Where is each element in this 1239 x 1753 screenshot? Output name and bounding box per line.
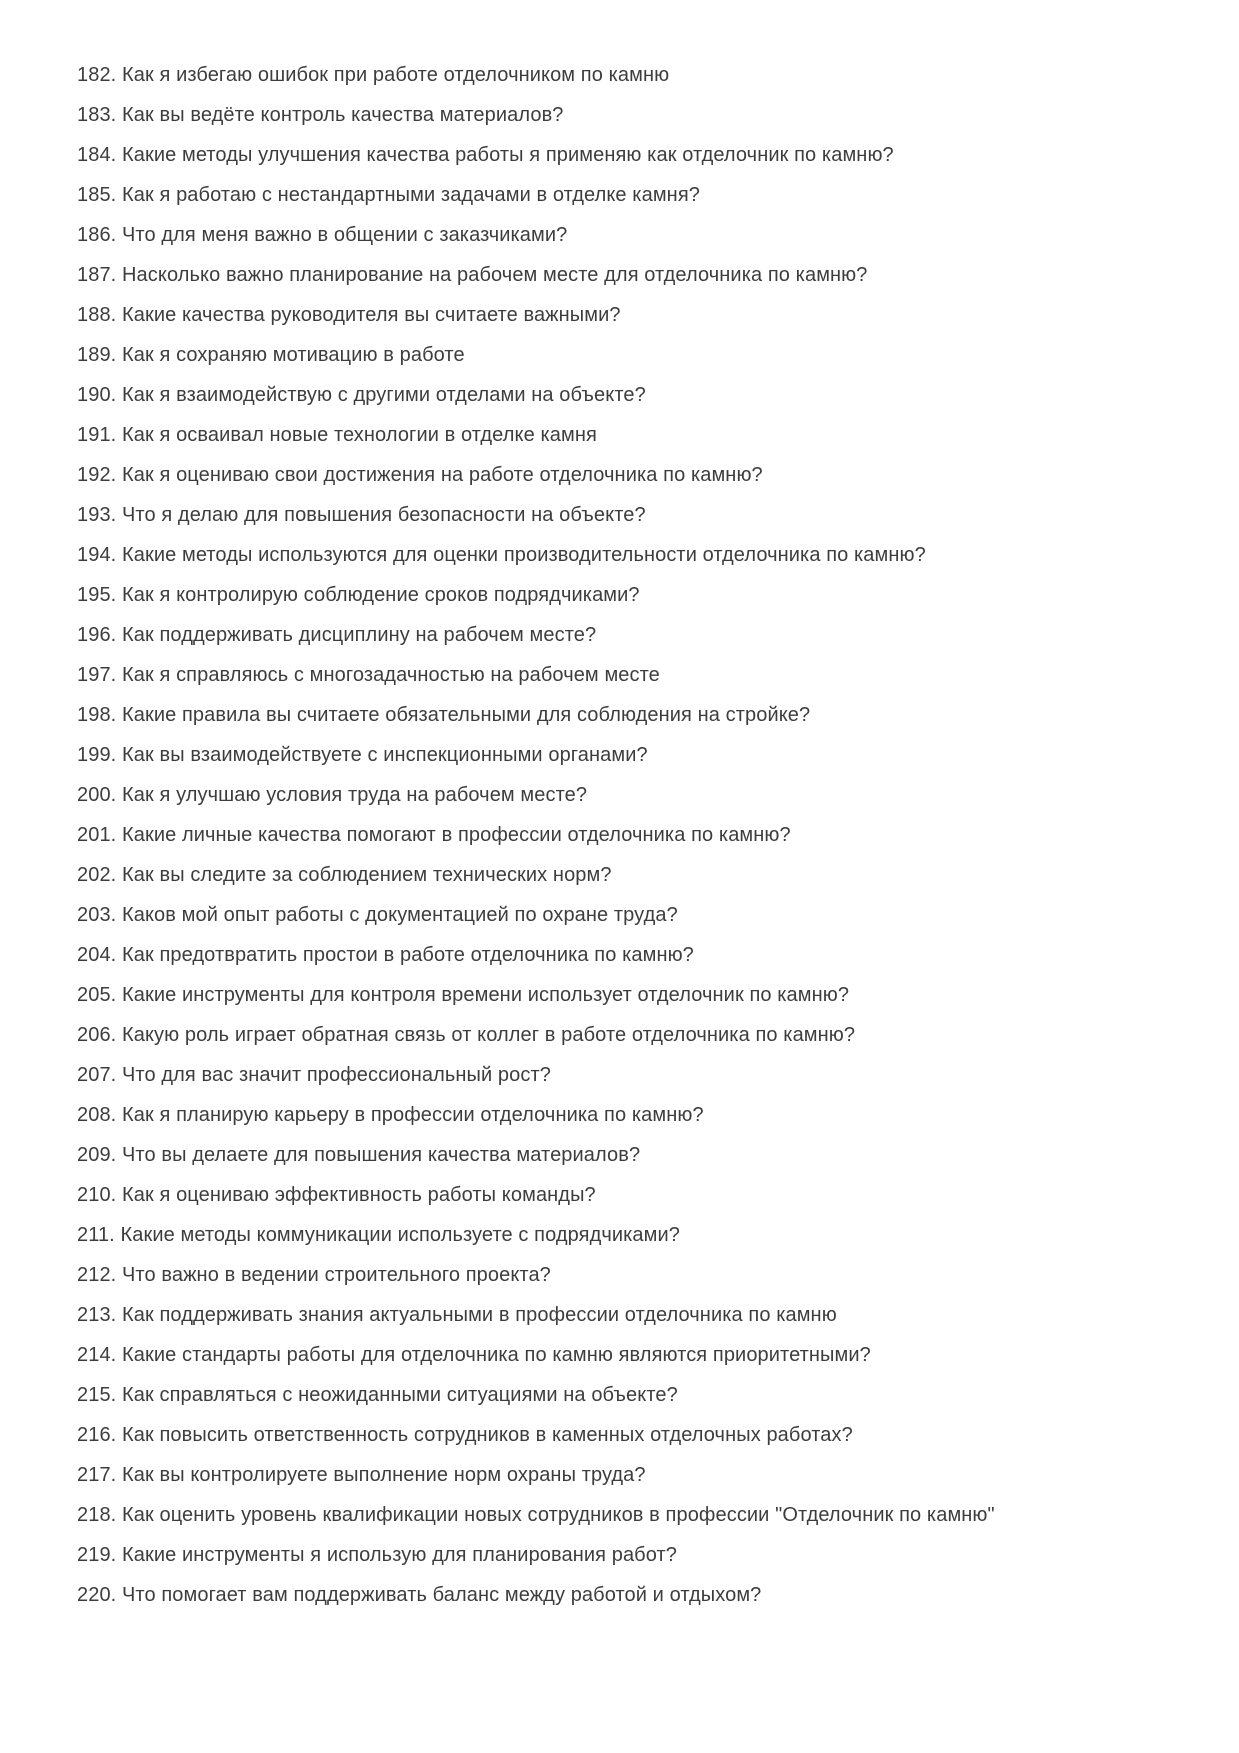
item-text: Каков мой опыт работы с документацией по охране труда?: [122, 904, 678, 926]
item-text: Как поддерживать дисциплину на рабочем месте?: [122, 624, 597, 646]
item-text: Как я сохраняю мотивацию в работе: [122, 344, 465, 366]
list-item: [77, 775, 1162, 815]
item-text: Как я контролирую соблюдение сроков подрядчиками?: [122, 584, 640, 606]
item-text: Что вы делаете для повышения качества материалов?: [122, 1144, 641, 1166]
item-number: 208.: [77, 1104, 117, 1126]
item-number: 198.: [77, 704, 117, 726]
item-text: Что помогает вам поддерживать баланс между работой и отдыхом?: [122, 1584, 762, 1606]
item-number: 188.: [77, 304, 117, 326]
list-item: [77, 815, 1162, 855]
list-item: [77, 615, 1162, 655]
item-number: 196.: [77, 624, 117, 646]
list-item: [77, 1335, 1162, 1375]
list-item: [77, 735, 1162, 775]
list-item: [77, 1135, 1162, 1175]
item-number: 210.: [77, 1184, 117, 1206]
item-number: 194.: [77, 544, 117, 566]
list-item: [77, 1575, 1162, 1615]
item-text: Какие стандарты работы для отделочника по камню являются приоритетными?: [122, 1344, 871, 1366]
list-item: [77, 175, 1162, 215]
item-number: 200.: [77, 784, 117, 806]
item-number: 209.: [77, 1144, 117, 1166]
question-list: [77, 55, 1162, 1615]
item-text: Какие качества руководителя вы считаете важными?: [122, 304, 621, 326]
list-item: [77, 895, 1162, 935]
item-text: Как я взаимодействую с другими отделами на объекте?: [122, 384, 646, 406]
item-number: 195.: [77, 584, 117, 606]
item-text: Как вы взаимодействуете с инспекционными органами?: [122, 744, 648, 766]
list-item: [77, 1535, 1162, 1575]
list-item: [77, 295, 1162, 335]
item-number: 197.: [77, 664, 117, 686]
list-item: [77, 1175, 1162, 1215]
list-item: [77, 495, 1162, 535]
item-number: 207.: [77, 1064, 117, 1086]
item-number: 202.: [77, 864, 117, 886]
item-text: Как я улучшаю условия труда на рабочем месте?: [122, 784, 588, 806]
item-number: 204.: [77, 944, 117, 966]
list-item: [77, 1375, 1162, 1415]
item-number: 216.: [77, 1424, 117, 1446]
item-text: Какие инструменты я использую для планирования работ?: [122, 1544, 678, 1566]
item-text: Как повысить ответственность сотрудников в каменных отделочных работах?: [122, 1424, 853, 1446]
list-item: [77, 1295, 1162, 1335]
item-text: Как вы ведёте контроль качества материалов?: [122, 104, 564, 126]
item-text: Как вы контролируете выполнение норм охраны труда?: [122, 1464, 646, 1486]
item-number: 203.: [77, 904, 117, 926]
item-text: Как вы следите за соблюдением технических норм?: [122, 864, 612, 886]
item-text: Как поддерживать знания актуальными в профессии отделочника по камню: [122, 1304, 837, 1326]
item-number: 214.: [77, 1344, 117, 1366]
item-text: Как справляться с неожиданными ситуациями на объекте?: [122, 1384, 678, 1406]
item-text: Какие методы коммуникации используете с подрядчиками?: [120, 1224, 680, 1246]
item-text: Что важно в ведении строительного проекта?: [122, 1264, 551, 1286]
list-item: [77, 695, 1162, 735]
list-item: [77, 935, 1162, 975]
item-text: Насколько важно планирование на рабочем месте для отделочника по камню?: [122, 264, 868, 286]
list-item: [77, 375, 1162, 415]
item-text: Как оценить уровень квалификации новых сотрудников в профессии "Отделочник по камню": [122, 1504, 995, 1526]
item-number: 192.: [77, 464, 117, 486]
item-text: Как предотвратить простои в работе отделочника по камню?: [122, 944, 694, 966]
item-number: 213.: [77, 1304, 117, 1326]
item-number: 184.: [77, 144, 117, 166]
list-item: [77, 1215, 1162, 1255]
item-number: 206.: [77, 1024, 117, 1046]
item-number: 220.: [77, 1584, 117, 1606]
item-text: Какую роль играет обратная связь от коллег в работе отделочника по камню?: [122, 1024, 856, 1046]
list-item: [77, 255, 1162, 295]
item-text: Что для вас значит профессиональный рост?: [122, 1064, 551, 1086]
item-number: 211.: [77, 1224, 115, 1246]
item-number: 185.: [77, 184, 117, 206]
item-text: Какие методы улучшения качества работы я применяю как отделочник по камню?: [122, 144, 894, 166]
list-item: [77, 455, 1162, 495]
list-item: [77, 1495, 1162, 1535]
list-item: [77, 1455, 1162, 1495]
list-item: [77, 415, 1162, 455]
item-text: Как я осваивал новые технологии в отделке камня: [122, 424, 597, 446]
list-item: [77, 975, 1162, 1015]
list-item: [77, 1055, 1162, 1095]
list-item: [77, 1255, 1162, 1295]
item-number: 212.: [77, 1264, 117, 1286]
item-number: 183.: [77, 104, 117, 126]
item-text: Как я оцениваю эффективность работы команды?: [122, 1184, 596, 1206]
item-text: Как я избегаю ошибок при работе отделочником по камню: [122, 64, 670, 86]
item-number: 199.: [77, 744, 117, 766]
list-item: [77, 135, 1162, 175]
item-number: 218.: [77, 1504, 117, 1526]
item-number: 187.: [77, 264, 117, 286]
list-item: [77, 1415, 1162, 1455]
item-number: 193.: [77, 504, 117, 526]
item-text: Какие личные качества помогают в профессии отделочника по камню?: [122, 824, 791, 846]
item-number: 190.: [77, 384, 117, 406]
item-text: Как я планирую карьеру в профессии отделочника по камню?: [122, 1104, 704, 1126]
list-item: [77, 95, 1162, 135]
item-text: Какие правила вы считаете обязательными для соблюдения на стройке?: [122, 704, 811, 726]
list-item: [77, 335, 1162, 375]
list-item: [77, 575, 1162, 615]
list-item: [77, 655, 1162, 695]
list-item: [77, 55, 1162, 95]
item-text: Как я справляюсь с многозадачностью на рабочем месте: [122, 664, 660, 686]
list-item: [77, 855, 1162, 895]
item-number: 205.: [77, 984, 117, 1006]
item-number: 215.: [77, 1384, 117, 1406]
list-item: [77, 535, 1162, 575]
list-item: [77, 215, 1162, 255]
item-number: 219.: [77, 1544, 117, 1566]
item-number: 191.: [77, 424, 117, 446]
item-number: 201.: [77, 824, 117, 846]
list-item: [77, 1015, 1162, 1055]
item-text: Что я делаю для повышения безопасности на объекте?: [122, 504, 646, 526]
item-text: Что для меня важно в общении с заказчиками?: [122, 224, 568, 246]
item-text: Какие методы используются для оценки производительности отделочника по камню?: [122, 544, 926, 566]
list-item: [77, 1095, 1162, 1135]
item-number: 217.: [77, 1464, 117, 1486]
item-number: 186.: [77, 224, 117, 246]
item-number: 189.: [77, 344, 117, 366]
item-text: Как я оцениваю свои достижения на работе отделочника по камню?: [122, 464, 763, 486]
item-text: Какие инструменты для контроля времени использует отделочник по камню?: [122, 984, 850, 1006]
item-number: 182.: [77, 64, 117, 86]
item-text: Как я работаю с нестандартными задачами в отделке камня?: [122, 184, 700, 206]
